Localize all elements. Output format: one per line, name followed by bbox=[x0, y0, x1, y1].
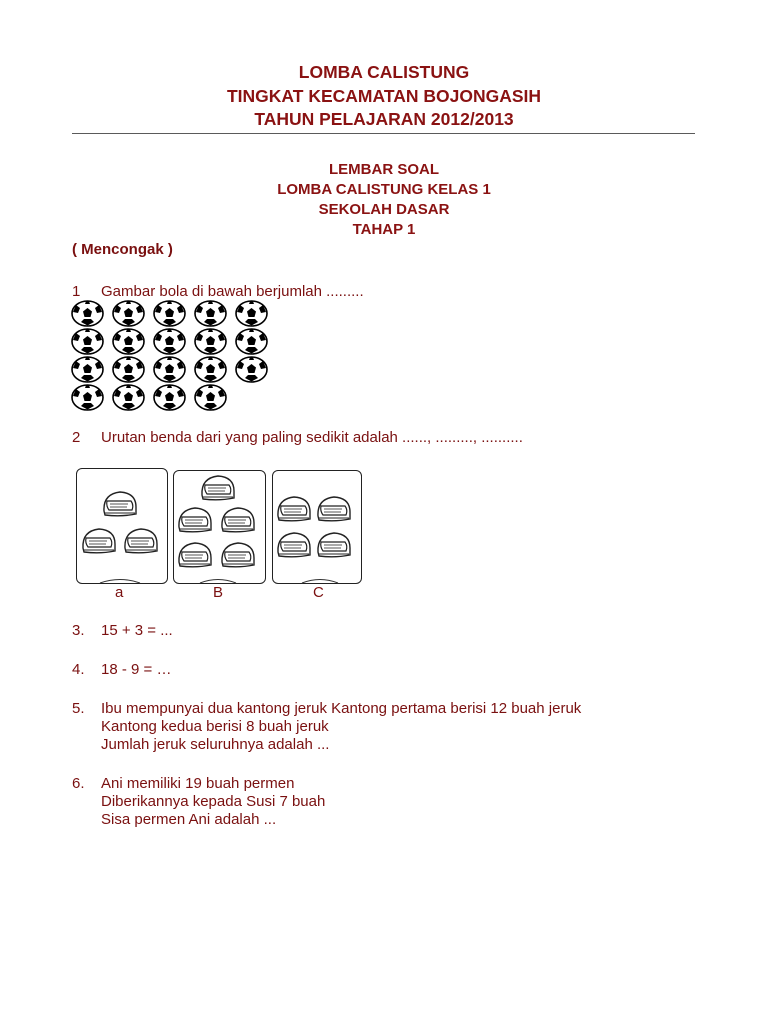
question-2-number: 2 bbox=[72, 429, 81, 446]
title-line-1: LOMBA CALISTUNG bbox=[298, 62, 470, 82]
question-5-number: 5. bbox=[72, 700, 85, 717]
question-5-line-2: Kantong kedua berisi 8 buah jeruk bbox=[101, 718, 329, 735]
helmet-group-b-label: B bbox=[213, 584, 224, 601]
subtitle-line-1: LEMBAR SOAL bbox=[329, 161, 439, 178]
section-label: ( Mencongak ) bbox=[72, 241, 173, 258]
helmet-group-c-label: C bbox=[313, 584, 324, 601]
question-5-line-3: Jumlah jeruk seluruhnya adalah ... bbox=[101, 736, 330, 753]
helmet-group-a-label: a bbox=[115, 584, 124, 601]
subtitle-line-2: LOMBA CALISTUNG KELAS 1 bbox=[277, 181, 491, 198]
subtitle-line-4: TAHAP 1 bbox=[352, 221, 416, 238]
label-arc-b bbox=[200, 580, 236, 584]
question-1-text: Gambar bola di bawah berjumlah ......... bbox=[101, 283, 364, 300]
label-arc-c bbox=[302, 580, 338, 584]
subtitle-line-3: SEKOLAH DASAR bbox=[318, 201, 450, 218]
question-1-number: 1 bbox=[72, 283, 81, 300]
question-3-number: 3. bbox=[72, 622, 85, 639]
title-line-2: TINGKAT KECAMATAN BOJONGASIH bbox=[226, 86, 542, 106]
question-6-line-3: Sisa permen Ani adalah ... bbox=[101, 811, 277, 828]
question-3-text: 15 + 3 = ... bbox=[101, 622, 173, 639]
question-6-number: 6. bbox=[72, 775, 85, 792]
label-arc-a bbox=[100, 580, 140, 584]
question-4-number: 4. bbox=[72, 661, 85, 678]
title-line-3: TAHUN PELAJARAN 2012/2013 bbox=[254, 109, 514, 129]
question-5-line-1: Ibu mempunyai dua kantong jeruk Kantong pertama berisi 12 buah jeruk bbox=[101, 700, 582, 717]
question-2-text: Urutan benda dari yang paling sedikit adalah ......, ........., .......... bbox=[101, 429, 523, 446]
question-6-line-2: Diberikannya kepada Susi 7 buah bbox=[101, 793, 326, 810]
question-6-line-1: Ani memiliki 19 buah permen bbox=[101, 775, 295, 792]
question-4-text: 18 - 9 = … bbox=[101, 661, 172, 678]
